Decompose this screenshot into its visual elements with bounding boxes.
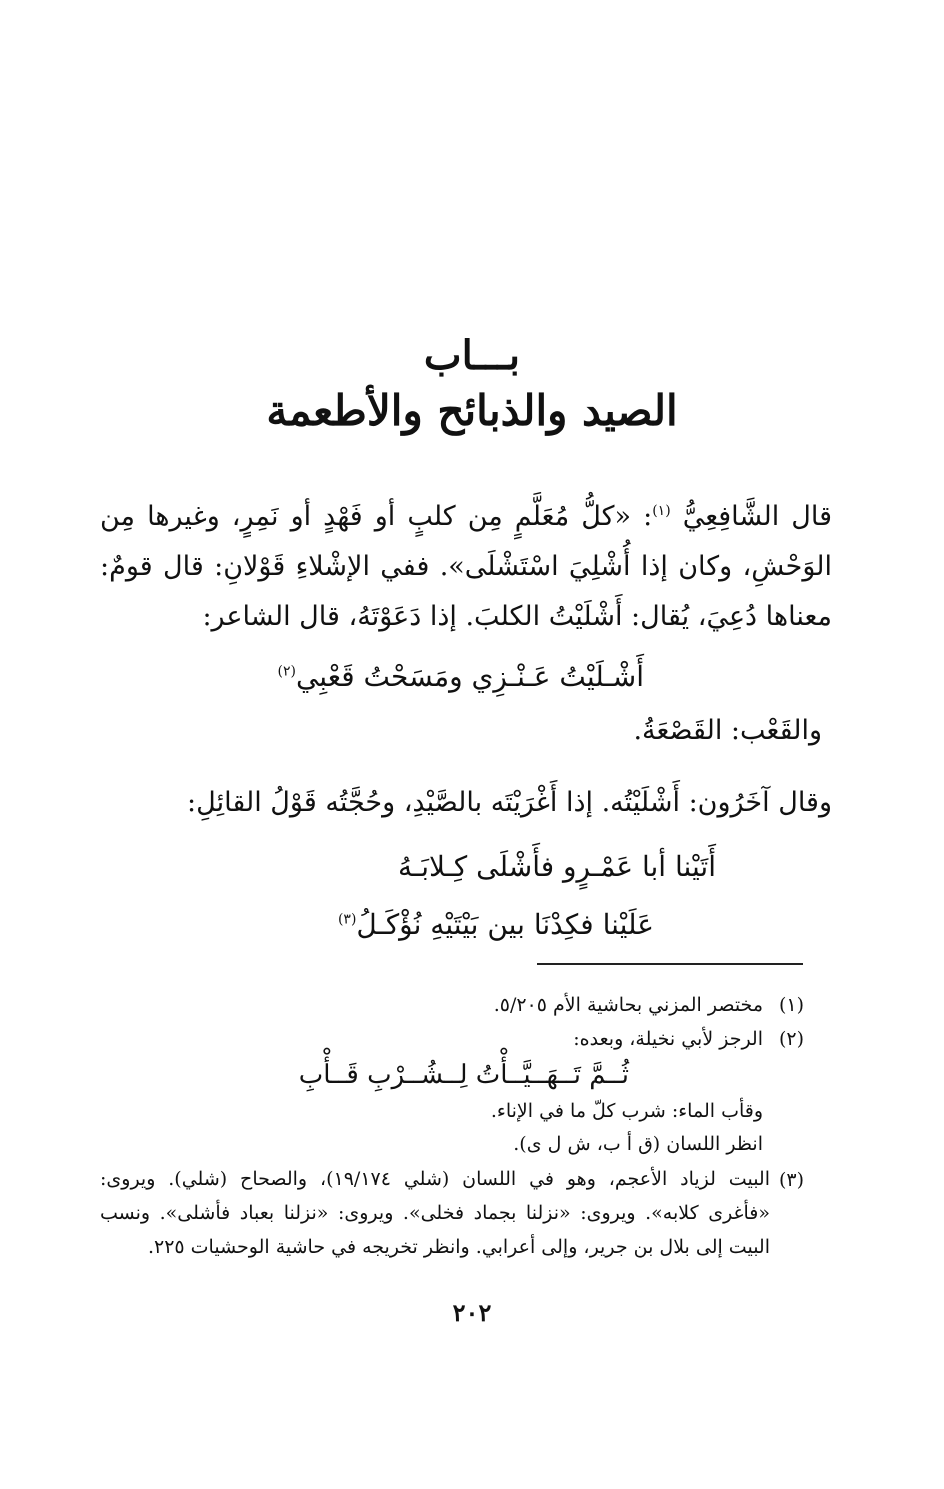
footnote-line: البيت لزياد الأعجم، وهو في اللسان (شلي ١٩/١٧٤)، والصحاح (شلي). ويروى: — [100, 1168, 770, 1190]
gloss-line: والقَعْب: القَصْعَةُ. — [633, 715, 822, 746]
verse-line — [278, 660, 645, 693]
footnote-3-block — [100, 1162, 770, 1264]
paragraph-text: قال الشَّافِعِيُّ — [682, 501, 832, 532]
verse-text: عَلَيْنا فكِدْنَا بين بَيْتَيْهِ نُؤْكَـلُ — [356, 908, 654, 941]
verse-line — [338, 908, 654, 941]
footnote-ref-3: (٣) — [337, 911, 357, 928]
footnote-line: «فأغرى كلابه». ويروى: «نزلنا بجماد فخلى». ويروى: «نزلنا بعباد فأشلى». ونسب — [100, 1202, 770, 1224]
paragraph-others — [100, 778, 832, 828]
footnote-text: وقأب الماء: شرب كلّ ما في الإناء. — [490, 1100, 763, 1122]
paragraph-line: معناها دُعِيَ، يُقال: أَشْلَيْتُ الكلبَ. إذا دَعَوْتَهُ، قال الشاعر: — [202, 601, 832, 632]
footnote-text: انظر اللسان (ق أ ب، ش ل ى). — [513, 1133, 763, 1155]
verse-text: أَشْـلَيْتُ عَـنْـزِي ومَسَحْتُ قَعْبِي — [295, 660, 644, 693]
paragraph-line — [100, 492, 832, 542]
footnote-ref-2: (٢) — [277, 663, 296, 680]
footnote-line: البيت إلى بلال بن جرير، وإلى أعرابي. وانظر تخريجه في حاشية الوحشيات ٢٢٥. — [147, 1236, 770, 1258]
verse-line: أَتَيْنا أبا عَمْـرٍو فأَشْلَى كِـلابَـهُ — [397, 850, 716, 883]
footnote-number: (١) — [778, 994, 804, 1016]
footnote-ref-1: (١) — [652, 503, 671, 519]
footnote-verse: ثُــمَّ تَــهَــيَّــأْتُ لِــشُــرْبِ قَــأْبِ — [298, 1060, 629, 1090]
footnote-number: (٢) — [778, 1028, 804, 1050]
paragraph-text: : «كلُّ مُعَلَّمٍ مِن كلبٍ أو فَهْدٍ أو نَمِرٍ، وغيرها مِن — [100, 501, 653, 532]
footnote-number: (٣) — [778, 1169, 804, 1191]
footnote-text: مختصر المزني بحاشية الأم ٥/٢٠٥. — [493, 994, 763, 1016]
paragraph-shafii-quote — [100, 492, 832, 642]
paragraph-line: الوَحْشِ، وكان إذا أُشْلِيَ اسْتَشْلَى». ففي الإشْلاءِ قَوْلانِ: قال قومٌ: — [100, 551, 832, 582]
chapter-title: الصيد والذبائح والأطعمة — [266, 386, 678, 435]
chapter-label: بـــاب — [423, 332, 521, 379]
footnote-divider — [537, 963, 803, 965]
footnote-text: الرجز لأبي نخيلة، وبعده: — [573, 1028, 763, 1050]
page-number: ٢٠٢ — [452, 1298, 492, 1327]
paragraph-line: وقال آخَرُون: أَشْلَيْتُه. إذا أَغْرَيْتَه بالصَّيْدِ، وحُجَّتُه قَوْلُ القائِلِ: — [187, 787, 832, 818]
